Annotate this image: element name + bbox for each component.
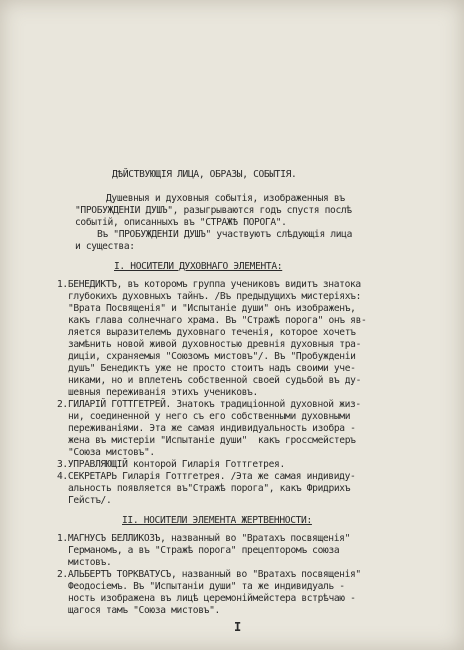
item-line: ляется выразителемъ духовнаго теченія, которое хочетъ	[68, 327, 356, 338]
intro-line: Душевныя и духовныя событія, изображенныя въ	[106, 193, 345, 204]
item-line: 3.УПРАВЛЯЮЩІЙ конторой Гиларія Готтгетрея.	[57, 459, 285, 470]
item-line: жена въ мистеріи "Испытаніе души" какъ гроссмейстеръ	[68, 435, 356, 446]
item-line: ность изображена въ лицѣ церемоніймейстера встрѣчаю -	[68, 593, 356, 604]
section-heading: II. НОСИТЕЛИ ЭЛЕМЕНТА ЖЕРТВЕННОСТИ:	[122, 515, 312, 526]
intro-line: "ПРОБУЖДЕНІИ ДУШЪ", разыгрываются годъ спустя послѣ	[75, 205, 352, 216]
item-line: "Врата Посвященія" и "Испытаніе души" онъ изображенъ,	[68, 303, 356, 314]
item-line: переживаніями. Эта же самая индивидуальность изобра -	[68, 423, 356, 434]
item-line: глубокихъ духовныхъ тайнъ. /Въ предыдущихъ мистеріяхъ:	[68, 291, 362, 302]
item-line: диціи, схраняемыя "Союзомъ мистовъ"/. Въ "Пробужденіи	[68, 351, 356, 362]
item-line: альность появляется въ"Стражѣ порога", какъ Фридрихъ	[68, 483, 351, 494]
item-line: 4.СЕКРЕТАРЬ Гиларія Готтгетрея. /Эта же самая индивиду-	[57, 471, 356, 482]
item-line: Феодосіемъ. Въ "Испытаніи души" та же индивидуаль -	[68, 581, 345, 592]
section-heading: I. НОСИТЕЛИ ДУХОВНАГО ЭЛЕМЕНТА:	[114, 261, 283, 272]
intro-line: событій, описанныхъ въ "СТРАЖѢ ПОРОГА".	[75, 217, 287, 228]
item-line: душъ" Бенедиктъ уже не просто стоитъ надъ своими уче-	[68, 363, 356, 374]
page-number: I	[234, 620, 242, 634]
document-title: ДѢЙСТВУЮЩІЯ ЛИЦА, ОБРАЗЫ, СОБЫТІЯ.	[112, 169, 297, 180]
item-line: 2.ГИЛАРІЙ ГОТТГЕТРЕЙ. Знатокъ традиціонной духовной жиз-	[57, 399, 361, 410]
item-line: шевныя переживанія этихъ учениковъ.	[68, 387, 258, 398]
item-line: "Союза мистовъ".	[68, 447, 155, 458]
item-line: Гейстъ/.	[68, 495, 112, 506]
item-line: 2.АЛЬБЕРТЪ ТОРКВАТУСЪ, названный во "Вратахъ посвященія"	[57, 569, 361, 580]
item-line: какъ глава солнечнаго храма. Въ "Стражѣ порога" онъ яв-	[68, 315, 367, 326]
item-line: щагося тамъ "Союза мистовъ".	[68, 605, 220, 616]
item-line: мистовъ.	[68, 557, 112, 568]
item-line: 1.БЕНЕДИКТЪ, въ которомъ группа учениковъ видитъ знатока	[57, 279, 361, 290]
item-line: замѣнить новой живой духовностью древнія духовныя тра-	[68, 339, 362, 350]
intro-line: Въ "ПРОБУЖДЕНІИ ДУШЪ" участвуютъ слѣдующія лица	[97, 229, 353, 240]
intro-line: и существа:	[75, 241, 135, 252]
item-line: Германомъ, а въ "Стражѣ порога" прецепторомъ союза	[68, 545, 340, 556]
item-line: 1.МАГНУСЪ БЕЛЛИКОЗЪ, названный во "Вратахъ посвященія"	[57, 533, 351, 544]
item-line: ни, соединенной у него съ его собственными духовными	[68, 411, 351, 422]
item-line: никами, но и вплетенъ собственной своей судьбой въ ду-	[68, 375, 362, 386]
